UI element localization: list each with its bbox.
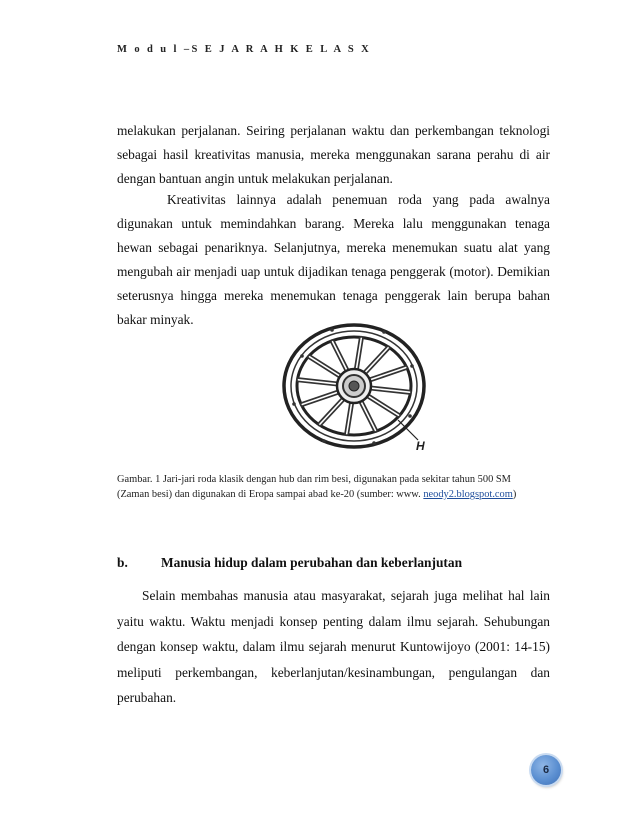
- paragraph-3-text: Selain membahas manusia atau masyarakat, sejarah juga melihat hal lain yaitu waktu. Waktu menjadi konsep penting dalam ilmu sejarah. Sehubungan dengan konsep waktu, dalam ilmu sejarah menurut Kuntowijoyo (2001: 14-15) meliputi perkembangan, keberlanjutan/kesinambungan, pengulangan dan perubahan.: [117, 588, 550, 705]
- caption-line-2-end: ): [512, 489, 517, 500]
- wheel-spoke: [364, 348, 388, 374]
- wheel-spoke: [302, 392, 339, 405]
- section-number: b.: [117, 555, 128, 570]
- paragraph-2: [117, 188, 550, 332]
- paragraph-3: [117, 583, 550, 711]
- paragraph-1: [117, 119, 550, 191]
- page-number-badge: [531, 755, 561, 785]
- caption-line-2-start: (Zaman besi) dan digunakan di Eropa sampai abad ke-20 (sumber: www.: [117, 489, 424, 500]
- wheel-spoke: [369, 368, 406, 381]
- wheel-spoke: [360, 400, 375, 430]
- caption-line-1: Gambar. 1 Jari-jari roda klasik dengan hub dan rim besi, digunakan pada sekitar tahun 500 SM: [117, 474, 511, 485]
- wheel-spoke: [310, 357, 342, 377]
- wheel-label-h: H: [416, 439, 425, 453]
- paragraph-2-text: Kreativitas lainnya adalah penemuan roda yang pada awalnya digunakan untuk memindahkan barang. Mereka lalu menggunakan tenaga hewan sebagai penariknya. Selanjutnya, mereka menemukan suatu alat yang mengubah air menjadi uap untuk dijadikan tenaga penggerak (motor). Demikian seterusnya hingga mereka menemukan tenaga penggerak lain berupa bahan bakar minyak.: [117, 192, 550, 327]
- wheel-spoke: [367, 395, 399, 415]
- source-link[interactable]: neody2.blogspot.com: [423, 489, 513, 500]
- wheel-spoke: [333, 342, 348, 372]
- wheel-illustration: [268, 318, 453, 458]
- page-header: M o d u l –S E J A R A H K E L A S X: [117, 44, 372, 55]
- paragraph-1-text: melakukan perjalanan. Seiring perjalanan waktu dan perkembangan teknologi sebagai hasil kreativitas manusia, mereka menggunakan sarana perahu di air dengan bantuan angin untuk melakukan perjalanan.: [117, 123, 550, 186]
- caption-line-2: [117, 487, 562, 502]
- figure-caption: [117, 472, 562, 502]
- wheel-spoke: [320, 398, 344, 424]
- page-number: 6: [542, 764, 550, 776]
- section-title: Manusia hidup dalam perubahan dan keberlanjutan: [161, 555, 463, 570]
- section-heading: [117, 555, 462, 571]
